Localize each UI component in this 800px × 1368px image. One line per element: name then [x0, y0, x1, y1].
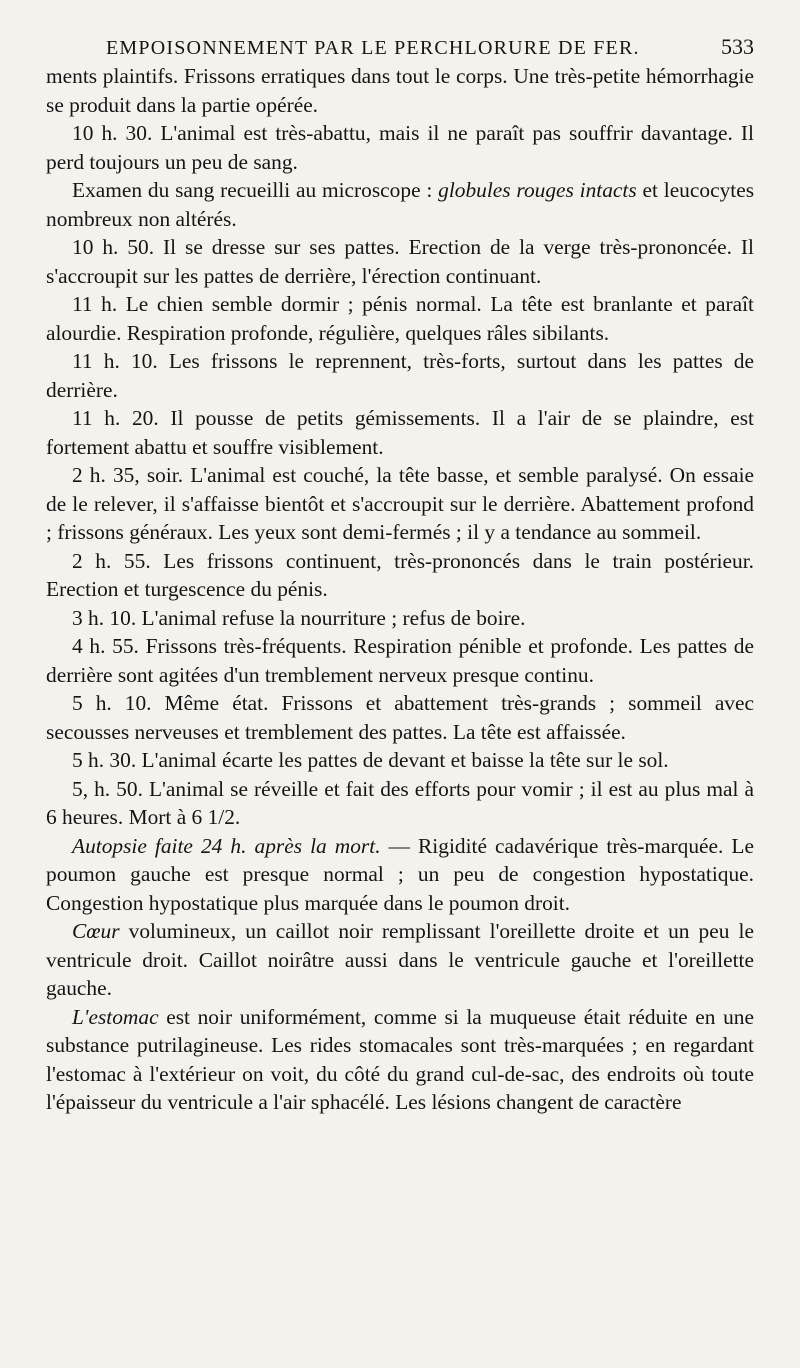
paragraph-rest: — Rigidité cadavérique très-marquée. Le poumon gauche est presque normal ; un peu de congestion hypostatique. Congestion hypostatique plus marquée dans le poumon droit.	[46, 833, 754, 915]
paragraph	[46, 832, 754, 918]
paragraph-emphasis: L'estomac	[72, 1004, 159, 1029]
paragraph	[46, 1003, 754, 1117]
paragraph	[46, 176, 754, 233]
paragraph: 11 h. Le chien semble dormir ; pénis normal. La tête est branlante et paraît alourdie. Respiration profonde, régulière, quelques râles sibilants.	[46, 292, 754, 345]
paragraph-lead: Examen du sang recueilli au microscope :	[72, 178, 439, 202]
page-number: 533	[721, 34, 754, 59]
paragraph-rest: et leucocytes nombreux non altérés.	[46, 178, 755, 231]
running-title: EMPOISONNEMENT PAR LE PERCHLORURE DE FER.	[106, 37, 640, 59]
paragraph: 2 h. 35, soir. L'animal est couché, la tête basse, et semble paralysé. On essaie de le relever, il s'affaisse bientôt et s'accroupit sur le derrière. Abattement profond ; frissons généraux. Les yeux sont demi-fermés ; il y a tendance au sommeil.	[46, 463, 754, 544]
paragraph: 4 h. 55. Frissons très-fréquents. Respiration pénible et profonde. Les pattes de derrière sont agitées d'un tremblement nerveux presque continu.	[46, 634, 754, 687]
paragraph-emphasis: Autopsie faite 24 h. après la mort.	[72, 833, 381, 858]
paragraph-rest: est noir uniformément, comme si la muqueuse était réduite en une substance putrilagineuse. Les rides stomacales sont très-marquées ; en regardant l'estomac à l'extérieur on voit, du côté du grand cul-de-sac, des endroits où toute l'épaisseur du ventricule a l'air sphacélé. Les lésions changent de caractère	[46, 1004, 754, 1114]
paragraph: 5 h. 30. L'animal écarte les pattes de devant et baisse la tête sur le sol.	[72, 748, 669, 772]
paragraph: 2 h. 55. Les frissons continuent, très-prononcés dans le train postérieur. Erection et turgescence du pénis.	[46, 548, 754, 601]
paragraph: 11 h. 10. Les frissons le reprennent, très-forts, surtout dans les pattes de derrière.	[46, 349, 754, 402]
paragraph: 10 h. 30. L'animal est très-abattu, mais il ne paraît pas souffrir davantage. Il perd toujours un peu de sang.	[46, 121, 754, 174]
paragraph: 11 h. 20. Il pousse de petits gémissements. Il a l'air de se plaindre, est fortement abattu et souffre visiblement.	[46, 406, 754, 459]
paragraph-emphasis: globules rouges intacts	[438, 178, 637, 202]
paragraph: ments plaintifs. Frissons erratiques dans tout le corps. Une très-petite hémorrhagie se produit dans la partie opérée.	[46, 64, 754, 117]
paragraph: 10 h. 50. Il se dresse sur ses pattes. Erection de la verge très-prononcée. Il s'accroupit sur les pattes de derrière, l'érection continuant.	[46, 235, 754, 288]
running-header	[106, 34, 754, 60]
paragraph: 5, h. 50. L'animal se réveille et fait des efforts pour vomir ; il est au plus mal à 6 heures. Mort à 6 1/2.	[46, 776, 754, 829]
paragraph-rest: volumineux, un caillot noir remplissant l'oreillette droite et un peu le ventricule droit. Caillot noirâtre aussi dans le ventricule gauche et l'oreillette gauche.	[46, 919, 754, 1000]
paragraph: 3 h. 10. L'animal refuse la nourriture ; refus de boire.	[72, 605, 526, 630]
paragraph: 5 h. 10. Même état. Frissons et abattement très-grands ; sommeil avec secousses nerveuses et tremblement des pattes. La tête est affaissée.	[46, 691, 754, 744]
paragraph-emphasis: Cœur	[72, 919, 120, 943]
paragraph	[46, 917, 754, 1003]
body-text	[46, 62, 754, 1117]
